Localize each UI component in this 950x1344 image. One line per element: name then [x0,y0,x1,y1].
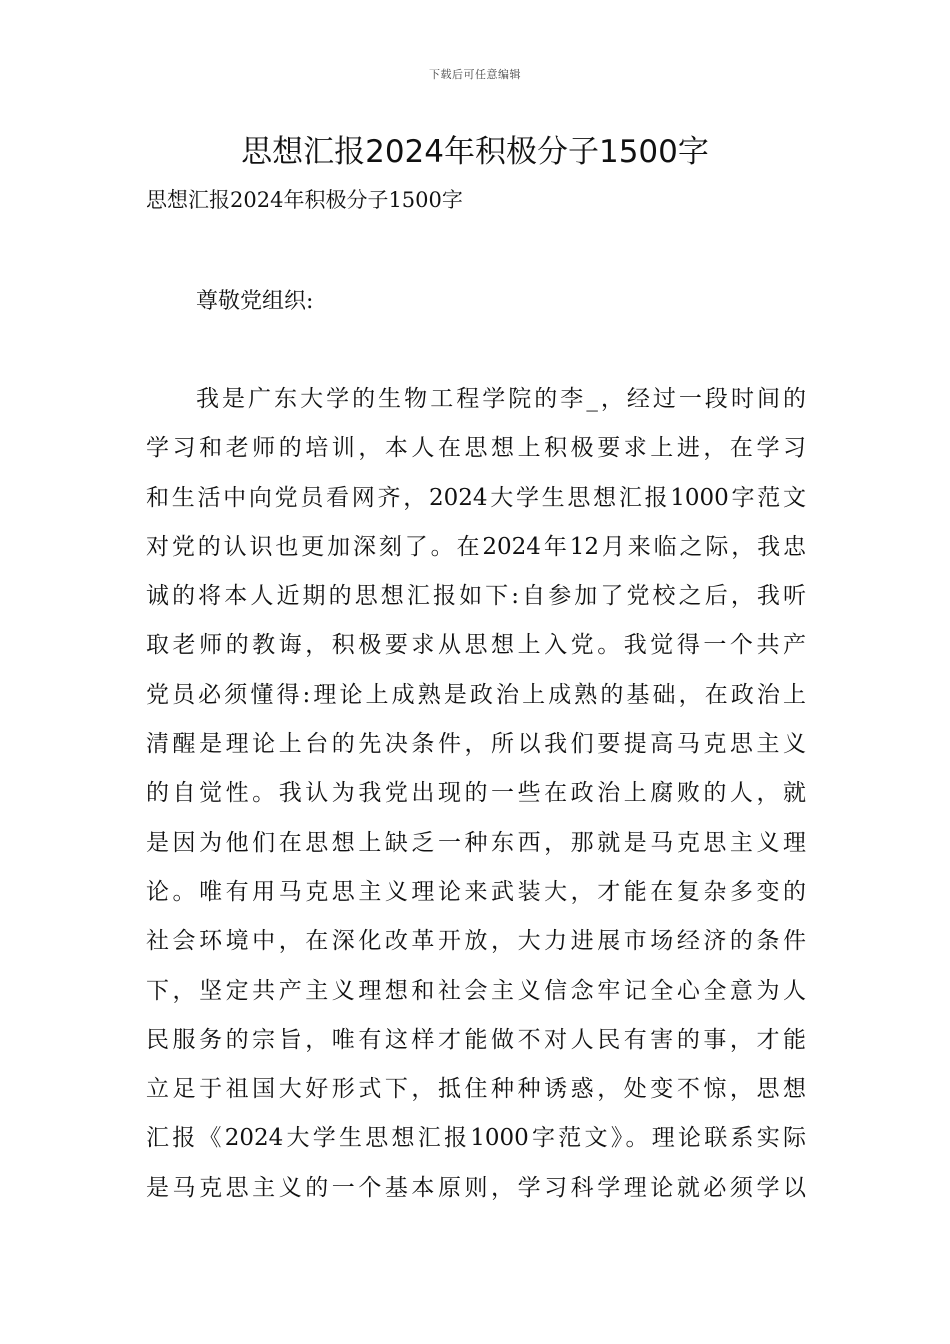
body-line: 民服务的宗旨，唯有这样才能做不对人民有害的事，才能 [146,1026,806,1053]
body-paragraph [146,378,806,1216]
body-line: 和生活中向党员看网齐，2024大学生思想汇报1000字范文 [146,484,806,511]
body-line: 下，坚定共产主义理想和社会主义信念牢记全心全意为人 [146,977,806,1004]
document-title: 思想汇报2024年积极分子1500字 [241,134,709,170]
body-line: 社会环境中，在深化改革开放，大力进展市场经济的条件 [146,928,806,955]
body-line: 我是广东大学的生物工程学院的李_，经过一段时间的 [196,386,806,412]
body-line: 是马克思主义的一个基本原则，学习科学理论就必须学以 [146,1174,806,1201]
body-line: 的自觉性。我认为我党出现的一些在政治上腐败的人，就 [146,780,806,807]
document-subtitle: 思想汇报2024年积极分子1500字 [146,188,463,212]
body-line: 汇报《2024大学生思想汇报1000字范文》。理论联系实际 [146,1125,806,1152]
body-line: 诚的将本人近期的思想汇报如下:自参加了党校之后，我听 [146,583,806,610]
body-line: 学习和老师的培训，本人在思想上积极要求上进，在学习 [146,435,806,462]
body-line: 党员必须懂得:理论上成熟是政治上成熟的基础，在政治上 [146,681,806,708]
body-line: 论。唯有用马克思主义理论来武装大，才能在复杂多变的 [146,878,806,905]
salutation: 尊敬党组织: [196,289,314,314]
header-note: 下载后可任意编辑 [429,68,521,81]
body-line: 取老师的教诲，积极要求从思想上入党。我觉得一个共产 [146,632,806,659]
body-line: 立足于祖国大好形式下，抵住种种诱惑，处变不惊，思想 [146,1076,806,1103]
body-line: 是因为他们在思想上缺乏一种东西，那就是马克思主义理 [146,829,806,856]
body-line: 对党的认识也更加深刻了。在2024年12月来临之际，我忠 [146,533,806,560]
body-line: 清醒是理论上台的先决条件，所以我们要提高马克思主义 [146,731,806,758]
